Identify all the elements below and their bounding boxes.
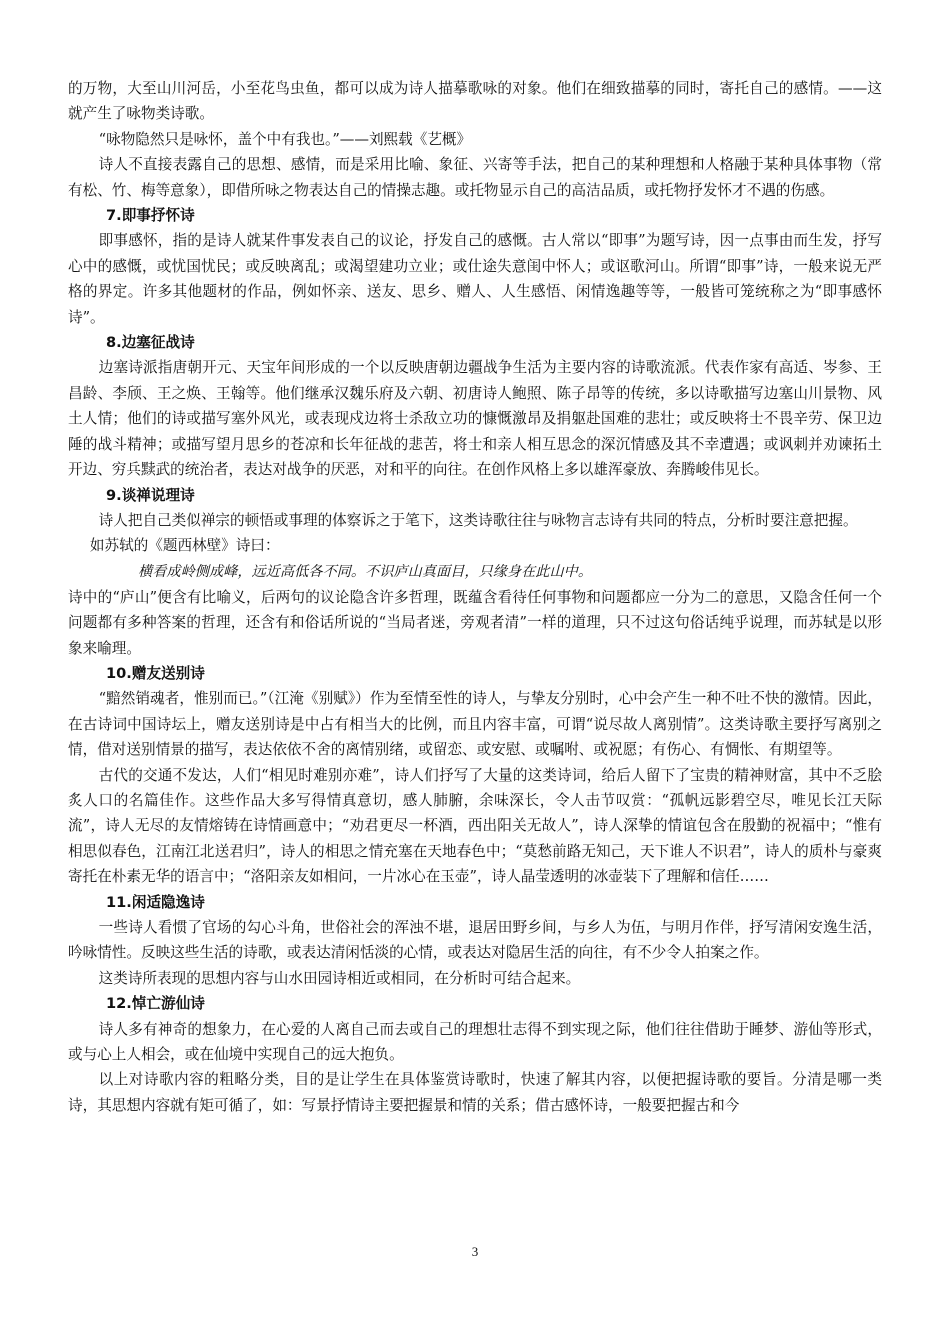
- quote-yigai: “咏物隐然只是咏怀，盖个中有我也。”——刘熙载《艺概》: [98, 130, 472, 148]
- paragraph-summary: 以上对诗歌内容的粗略分类，目的是让学生在具体鉴赏诗歌时，快速了解其内容，以便把握诗歌的要旨。分清是哪一类诗，其思想内容就有矩可循了，如：写景抒情诗主要把握景和情的关系；借古感怀诗，一般要把握古和今: [68, 1071, 882, 1114]
- page-number: 3: [471, 1244, 479, 1259]
- document-page: [68, 76, 882, 1118]
- paragraph-tanchan: 诗人把自己类似禅宗的顿悟或事理的体察诉之于笔下，这类诗歌往往与咏物言志诗有共同的特点，分析时要注意把握。: [98, 511, 858, 529]
- paragraph-lushan-analysis: 诗中的“庐山”便含有比喻义，后两句的议论隐含许多哲理，既蕴含看待任何事物和问题都应一分为二的意思，又隐含任何一个问题都有多种答案的哲理，还含有和俗话所说的“当局者迷，旁观者清”一样的道理，只不过这句俗话纯乎说理，而苏轼是以形象来喻理。: [68, 588, 882, 657]
- paragraph-yongwu-method: 诗人不直接表露自己的思想、感情，而是采用比喻、象征、兴寄等手法，把自己的某种理想和人格融于某种具体事物（常有松、竹、梅等意象），即借所咏之物表达自己的情操志趣。或托物显示自己的高洁品质，或托物抒发怀才不遇的伤感。: [68, 156, 882, 199]
- paragraph-songbie: “黯然销魂者，惟别而已。”（江淹《别赋》）作为至情至性的诗人，与挚友分别时，心中会产生一种不吐不快的激情。因此，在古诗词中国诗坛上，赠友送别诗是中占有相当大的比例，而且内容丰富，可谓“说尽故人离别情”。这类诗歌主要抒写离别之情，借对送别情景的描写，表达依依不舍的离情别绪，或留恋、或安慰、或嘱咐、或祝愿；有伤心、有惆怅、有期望等。: [68, 690, 882, 759]
- paragraph-biansai: 边塞诗派指唐朝开元、天宝年间形成的一个以反映唐朝边疆战争生活为主要内容的诗歌流派。代表作家有高适、岑参、王昌龄、李颀、王之焕、王翰等。他们继承汉魏乐府及六朝、初唐诗人鲍照、陈子昂等的传统，多以诗歌描写边塞山川景物、风土人情；他们的诗或描写塞外风光，或表现戍边将士杀敌立功的慷慨激昂及捐躯赴国难的悲壮；或反映将士不畏辛劳、保卫边陲的战斗精神；或描写望月思乡的苍凉和长年征战的悲苦，将士和亲人相互思念的深沉情感及其不幸遭遇；或讽刺并劝谏拓土开边、穷兵黩武的统治者，表达对战争的厌恶，对和平的向往。在创作风格上多以雄浑豪放、奔腾峻伟见长。: [68, 359, 882, 479]
- section-heading-12: 12.悼亡游仙诗: [106, 995, 205, 1013]
- paragraph-example-intro: 如苏轼的《题西林壁》诗曰：: [89, 537, 280, 555]
- section-heading-9: 9.谈禅说理诗: [106, 486, 195, 504]
- paragraph-xianshi: 一些诗人看惯了官场的勾心斗角，世俗社会的浑浊不堪，退居田野乡间，与乡人为伍，与明月作伴，抒写清闲安逸生活，吟咏情性。反映这些生活的诗歌，或表达清闲恬淡的心情，或表达对隐居生活的向往，有不少令人拍案之作。: [68, 919, 882, 962]
- paragraph-yongwu-intro: 的万物，大至山川河岳，小至花鸟虫鱼，都可以成为诗人描摹歌咏的对象。他们在细致描摹的同时，寄托自己的感情。——这就产生了咏物类诗歌。: [68, 80, 882, 123]
- poem-xilinbi: 横看成岭侧成峰，远近高低各不同。不识庐山真面目，只缘身在此山中。: [138, 563, 593, 580]
- section-heading-8: 8.边塞征战诗: [106, 334, 195, 352]
- paragraph-daowang: 诗人多有神奇的想象力，在心爱的人离自己而去或自己的理想壮志得不到实现之际，他们往往借助于睡梦、游仙等形式，或与心上人相会，或在仙境中实现自己的远大抱负。: [68, 1020, 882, 1064]
- paragraph-xianshi-note: 这类诗所表现的思想内容与山水田园诗相近或相同，在分析时可结合起来。: [98, 969, 581, 987]
- paragraph-jishi: 即事感怀，指的是诗人就某件事发表自己的议论，抒发自己的感慨。古人常以“即事”为题写诗，因一点事由而生发，抒写心中的感慨，或忧国忧民；或反映离乱；或渴望建功立业；或仕途失意闺中怀人；或讴歌河山。所谓“即事”诗，一般来说无严格的界定。许多其他题材的作品，例如怀亲、送友、思乡、赠人、人生感悟、闲情逸趣等等，一般皆可笼统称之为“即事感怀诗”。: [68, 232, 882, 326]
- section-heading-11: 11.闲适隐逸诗: [106, 893, 205, 911]
- section-heading-10: 10.赠友送别诗: [106, 664, 205, 682]
- section-heading-7: 7.即事抒怀诗: [106, 207, 195, 225]
- paragraph-songbie-examples: 古代的交通不发达，人们“相见时难别亦难”，诗人们抒写了大量的这类诗词，给后人留下了宝贵的精神财富，其中不乏脍炙人口的名篇佳作。这些作品大多写得情真意切，感人肺腑，余味深长，令人击节叹赏：“孤帆远影碧空尽，唯见长江天际流”，诗人无尽的友情熔铸在诗情画意中；“劝君更尽一杯酒，西出阳关无故人”，诗人深挚的情谊包含在殷勤的祝福中；“惟有相思似春色，江南江北送君归”，诗人的相思之情充塞在天地春色中；“莫愁前路无知己，天下谁人不识君”，诗人的质朴与豪爽寄托在朴素无华的语言中；“洛阳亲友如相问，一片冰心在玉壶”，诗人晶莹透明的冰壶装下了理解和信任……: [68, 766, 882, 886]
